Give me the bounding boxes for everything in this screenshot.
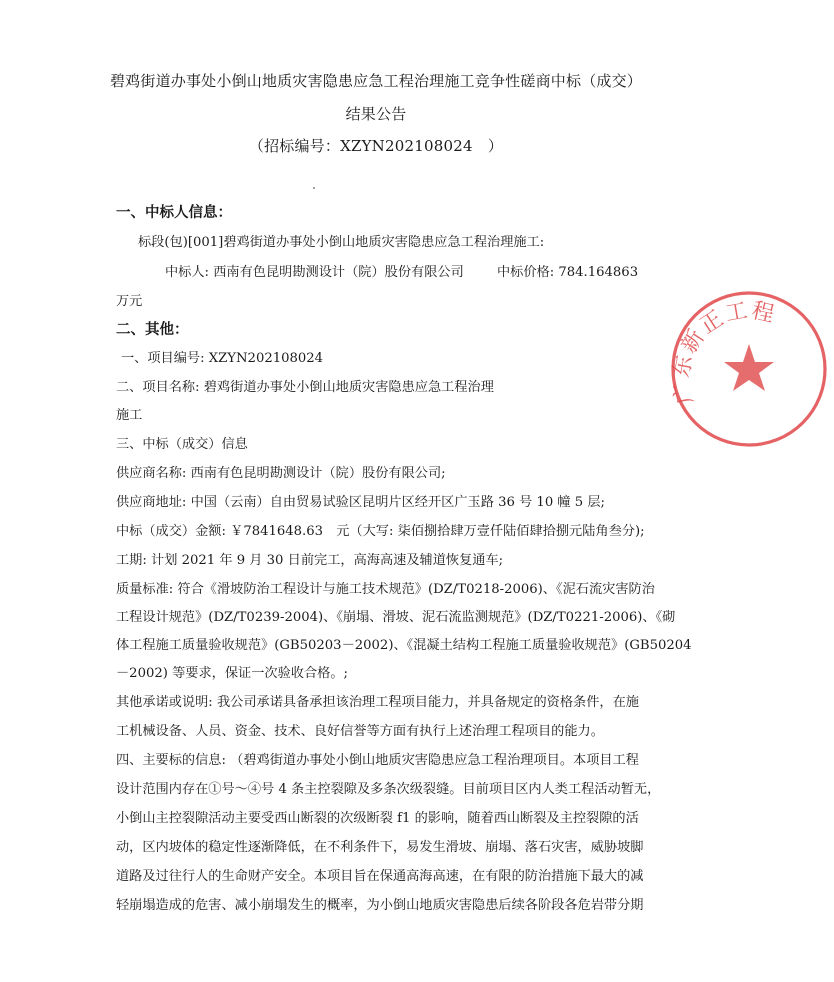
document-title-line1: 碧鸡街道办事处小倒山地质灾害隐患应急工程治理施工竞争性磋商中标（成交） — [109, 72, 642, 90]
construction-period: 工期: 计划 2021 年 9 月 30 日前完工，高海高速及辅道恢复通车; — [116, 553, 504, 568]
main-info-line: 设计范围内存在①号～④号 4 条主控裂隙及多条次级裂缝。目前项目区内人类工程活动暂无， — [116, 782, 661, 797]
main-info-line: 轻崩塌造成的危害、减小崩塌发生的概率，为小倒山地质灾害隐患后续各阶段各危岩带分期 — [116, 898, 644, 913]
document-title-line2: 结果公告 — [345, 105, 407, 123]
quality-standard-line: 工程设计规范》(DZ/T0239-2004)、《崩塌、滑坡、泥石流监测规范》(DZ/T0221-2006)、《砌 — [116, 610, 676, 625]
award-info-heading: 三、中标（成交）信息 — [116, 437, 248, 452]
quality-standard-line: －2002) 等要求，保证一次验收合格。; — [116, 666, 348, 681]
company-seal — [664, 284, 834, 454]
supplier-name: 供应商名称: 西南有色昆明勘测设计（院）股份有限公司; — [116, 466, 446, 481]
price-unit: 万元 — [116, 294, 143, 309]
quality-standard-line: 体工程施工质量验收规范》(GB50203－2002)、《混凝土结构工程施工质量验收规范》(GB50204 — [116, 638, 692, 653]
main-info-line: 道路及过往行人的生命财产安全。本项目旨在保通高海高速，在有限的防治措施下最大的减 — [116, 869, 644, 884]
project-name-line2: 施工 — [116, 408, 143, 423]
main-info-line: 动，区内坡体的稳定性逐渐降低，在不利条件下，易发生滑坡、崩塌、落石灾害，威胁坡脚 — [116, 840, 644, 855]
seal-text: 广东新正工程 — [669, 298, 779, 407]
section2-heading: 二、其他： — [116, 321, 189, 338]
commitment-line: 工机械设备、人员、资金、技术、良好信誉等方面有执行上述治理工程项目的能力。 — [116, 724, 604, 739]
project-name-line1: 二、项目名称: 碧鸡街道办事处小倒山地质灾害隐患应急工程治理 — [116, 380, 494, 395]
tender-number: （招标编号：XZYN202108024 ） — [248, 137, 504, 155]
commitment-line: 其他承诺或说明: 我公司承诺具备承担该治理工程项目能力，并具备规定的资格条件，在施 — [116, 695, 639, 710]
supplier-address: 供应商地址: 中国（云南）自由贸易试验区昆明片区经开区广玉路 36 号 10 幢 5 层; — [116, 495, 605, 510]
scan-speck — [313, 187, 315, 189]
main-info-line: 四、主要标的信息: （碧鸡街道办事处小倒山地质灾害隐患应急工程治理项目。本项目工程 — [116, 753, 639, 768]
quality-standard-line: 质量标准: 符合《滑坡防治工程设计与施工技术规范》(DZ/T0218-2006)、《泥石流灾害防治 — [116, 582, 655, 597]
award-amount: 中标（成交）金额: ￥7841648.63 元（大写: 柒佰捌拾肆万壹仟陆佰肆拾捌元陆角叁分); — [116, 524, 645, 539]
lot-line: 标段(包)[001]碧鸡街道办事处小倒山地质灾害隐患应急工程治理施工: — [138, 235, 545, 250]
seal-star-icon — [724, 344, 774, 391]
main-info-line: 小倒山主控裂隙活动主要受西山断裂的次级断裂 f1 的影响，随着西山断裂及主控裂隙的活 — [116, 811, 639, 826]
section1-heading: 一、中标人信息： — [116, 204, 232, 221]
project-number: 一、项目编号: XZYN202108024 — [121, 351, 324, 366]
price-line: 中标价格: 784.164863 — [497, 265, 639, 280]
winner-line: 中标人: 西南有色昆明勘测设计（院）股份有限公司 — [165, 265, 464, 280]
